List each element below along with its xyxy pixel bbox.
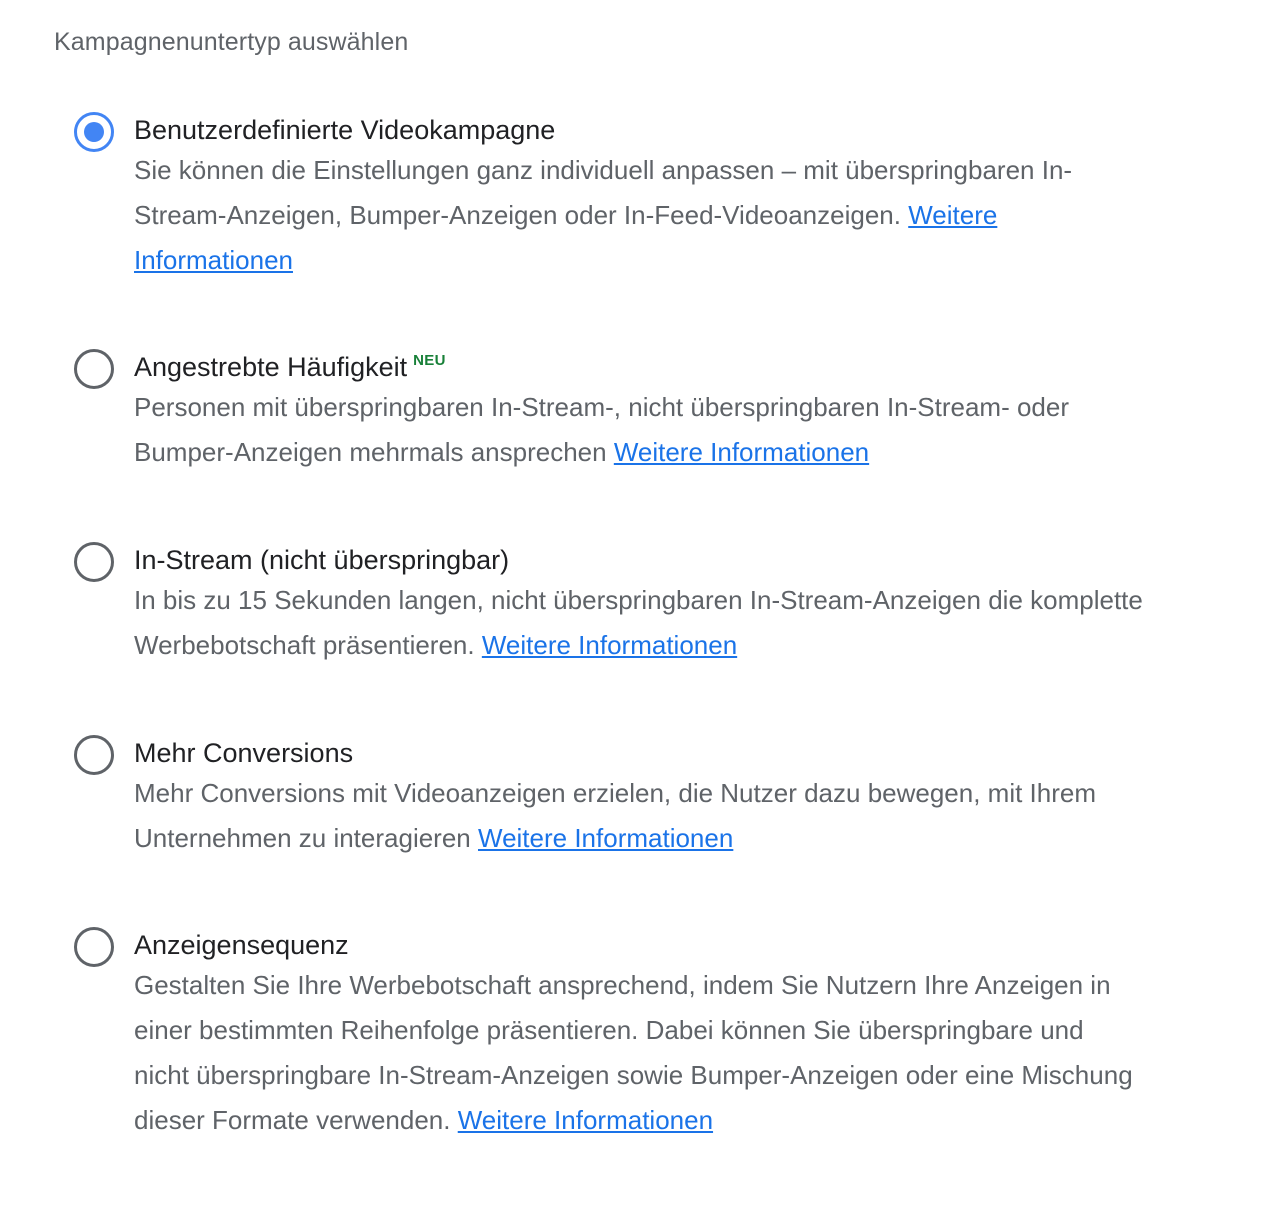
option-description-text: Gestalten Sie Ihre Werbebotschaft ansprechend, indem Sie Nutzern Ihre Anzeigen in einer bestimmten Reihenfolge präsentieren. Dabei können Sie überspringbare und nicht überspringbare In-Stream-Anzeigen sowie Bumper-Anzeigen oder eine Mischung dieser Formate verwenden. bbox=[134, 970, 1133, 1135]
option-description bbox=[134, 578, 1144, 668]
option-description-text: Personen mit überspringbaren In-Stream-, nicht überspringbaren In-Stream- oder Bumper-Anzeigen mehrmals ansprechen bbox=[134, 392, 1070, 467]
option-description-text: Mehr Conversions mit Videoanzeigen erzielen, die Nutzer dazu bewegen, mit Ihrem Unternehmen zu interagieren bbox=[134, 778, 1097, 853]
radio-more-conversions[interactable] bbox=[74, 735, 114, 775]
radio-custom-video-campaign[interactable] bbox=[74, 112, 114, 152]
learn-more-link[interactable]: Weitere Informationen bbox=[134, 200, 998, 275]
section-title: Kampagnenuntertyp auswählen bbox=[54, 28, 409, 56]
option-description bbox=[134, 771, 1144, 861]
option-title[interactable] bbox=[134, 925, 349, 965]
option-title[interactable] bbox=[134, 347, 446, 387]
option-title[interactable] bbox=[134, 110, 555, 150]
radio-instream-non-skippable[interactable] bbox=[74, 542, 114, 582]
option-title[interactable] bbox=[134, 540, 509, 580]
option-title-text: Anzeigensequenz bbox=[134, 930, 349, 960]
learn-more-link[interactable]: Weitere Informationen bbox=[478, 823, 734, 853]
option-description-text: Sie können die Einstellungen ganz individuell anpassen – mit überspringbaren In-Stream-Anzeigen, Bumper-Anzeigen oder In-Feed-Videoanzeigen. bbox=[134, 155, 1073, 230]
option-title[interactable] bbox=[134, 733, 353, 773]
radio-ad-sequence[interactable] bbox=[74, 927, 114, 967]
learn-more-link[interactable]: Weitere Informationen bbox=[457, 1105, 714, 1135]
learn-more-link[interactable]: Weitere Informationen bbox=[613, 437, 870, 467]
new-badge: NEU bbox=[413, 352, 446, 369]
learn-more-link[interactable]: Weitere Informationen bbox=[481, 630, 738, 660]
radio-target-frequency[interactable] bbox=[74, 349, 114, 389]
option-description bbox=[134, 148, 1144, 283]
option-title-text: Angestrebte Häufigkeit bbox=[134, 352, 408, 382]
option-title-text: In-Stream (nicht überspringbar) bbox=[134, 545, 510, 575]
option-title-text: Mehr Conversions bbox=[134, 738, 354, 768]
option-description bbox=[134, 963, 1144, 1143]
option-title-text: Benutzerdefinierte Videokampagne bbox=[134, 115, 556, 145]
option-description-text: In bis zu 15 Sekunden langen, nicht überspringbaren In-Stream-Anzeigen die komplette Werbebotschaft präsentieren. bbox=[134, 585, 1143, 660]
option-description bbox=[134, 385, 1144, 475]
